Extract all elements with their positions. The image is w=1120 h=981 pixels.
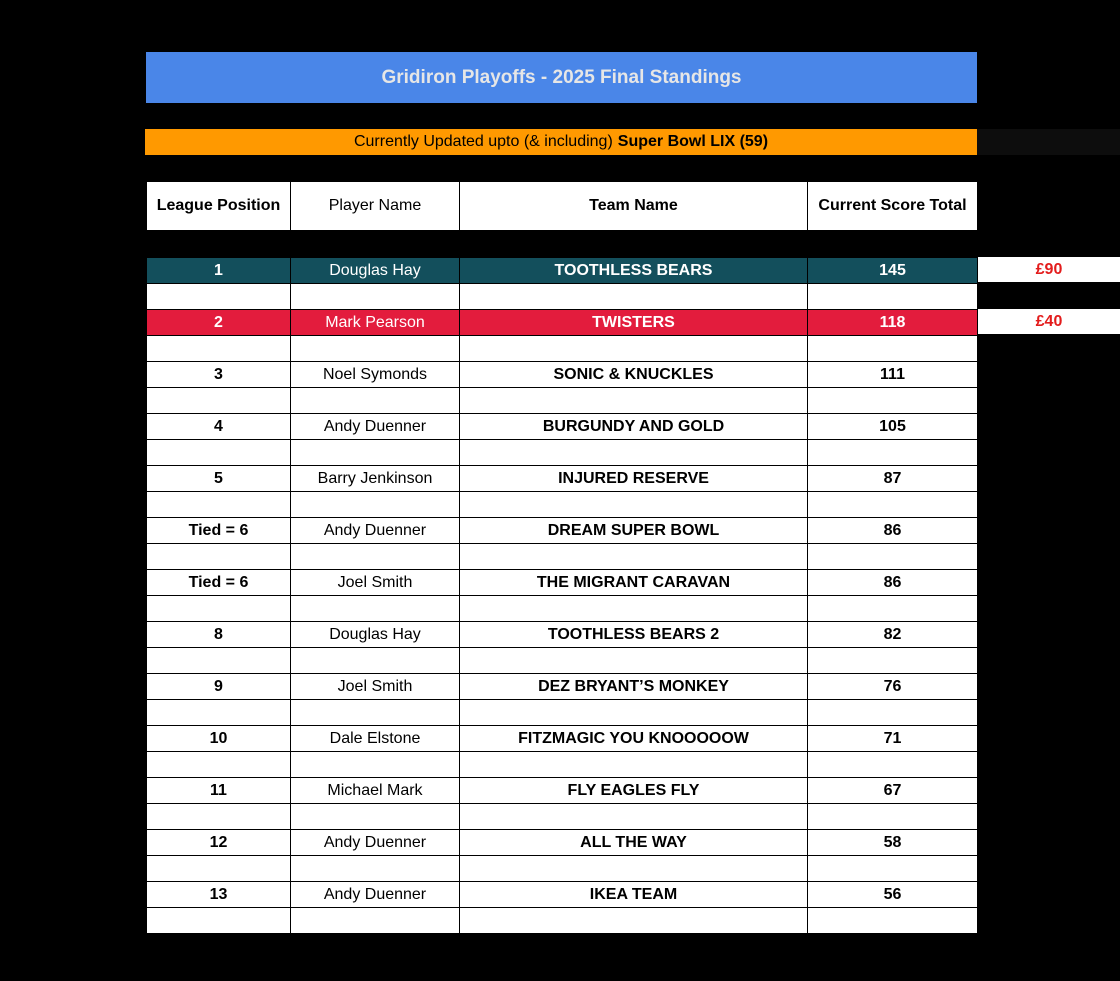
cell-score-total: 118 xyxy=(808,310,978,336)
spacer-cell xyxy=(460,284,808,310)
cell-player-name: Andy Duenner xyxy=(291,882,460,908)
cell-score-total: 145 xyxy=(808,258,978,284)
cell-score-total: 76 xyxy=(808,674,978,700)
spacer-cell xyxy=(291,544,460,570)
header-team-name: Team Name xyxy=(460,182,808,231)
spacer-cell xyxy=(291,700,460,726)
cell-player-name: Noel Symonds xyxy=(291,362,460,388)
cell-player-name: Douglas Hay xyxy=(291,622,460,648)
update-banner-tail xyxy=(977,129,1120,155)
cell-score-total: 105 xyxy=(808,414,978,440)
spacer-cell xyxy=(460,336,808,362)
cell-score-total: 86 xyxy=(808,570,978,596)
update-banner xyxy=(145,129,977,155)
cell-team-name: DREAM SUPER BOWL xyxy=(460,518,808,544)
table-row xyxy=(147,778,978,804)
cell-score-total: 111 xyxy=(808,362,978,388)
prize-second: £40 xyxy=(978,309,1120,334)
spacer-cell xyxy=(291,336,460,362)
spacer-cell xyxy=(808,752,978,778)
spacer-cell xyxy=(147,596,291,622)
cell-league-position: 3 xyxy=(147,362,291,388)
cell-player-name: Mark Pearson xyxy=(291,310,460,336)
cell-score-total: 86 xyxy=(808,518,978,544)
update-prefix: Currently Updated upto (& including) xyxy=(353,133,613,150)
cell-player-name: Barry Jenkinson xyxy=(291,466,460,492)
cell-score-total: 87 xyxy=(808,466,978,492)
spacer-cell xyxy=(291,284,460,310)
spacer-cell xyxy=(147,648,291,674)
spacer-row xyxy=(147,856,978,882)
cell-team-name: IKEA TEAM xyxy=(460,882,808,908)
table-row xyxy=(147,258,978,284)
table-row xyxy=(147,674,978,700)
spacer-cell xyxy=(291,492,460,518)
cell-player-name: Douglas Hay xyxy=(291,258,460,284)
spacer-cell xyxy=(460,752,808,778)
table-row xyxy=(147,310,978,336)
spacer-cell xyxy=(147,440,291,466)
spacer-cell xyxy=(291,804,460,830)
cell-league-position: 9 xyxy=(147,674,291,700)
cell-league-position: 11 xyxy=(147,778,291,804)
cell-team-name: THE MIGRANT CARAVAN xyxy=(460,570,808,596)
cell-player-name: Andy Duenner xyxy=(291,518,460,544)
cell-team-name: TWISTERS xyxy=(460,310,808,336)
update-event: Super Bowl LIX (59) xyxy=(617,133,769,150)
spacer-cell xyxy=(808,440,978,466)
table-row xyxy=(147,830,978,856)
spacer-row xyxy=(147,388,978,414)
spacer-row xyxy=(147,440,978,466)
cell-team-name: ALL THE WAY xyxy=(460,830,808,856)
spacer-cell xyxy=(460,492,808,518)
spacer-row xyxy=(147,336,978,362)
spacer-row xyxy=(147,284,978,310)
spacer-cell xyxy=(808,648,978,674)
spacer-cell xyxy=(808,908,978,934)
spacer-cell xyxy=(147,752,291,778)
spacer-cell xyxy=(460,648,808,674)
cell-team-name: INJURED RESERVE xyxy=(460,466,808,492)
spacer-cell xyxy=(460,388,808,414)
cell-team-name: TOOTHLESS BEARS xyxy=(460,258,808,284)
spacer-cell xyxy=(808,596,978,622)
cell-league-position: 10 xyxy=(147,726,291,752)
spacer-row xyxy=(147,804,978,830)
spacer-cell xyxy=(808,544,978,570)
spacer-row xyxy=(147,648,978,674)
cell-player-name: Dale Elstone xyxy=(291,726,460,752)
cell-score-total: 67 xyxy=(808,778,978,804)
spacer-cell xyxy=(147,284,291,310)
cell-score-total: 82 xyxy=(808,622,978,648)
spacer-cell xyxy=(460,700,808,726)
spacer-cell xyxy=(808,388,978,414)
spacer-cell xyxy=(291,752,460,778)
header-row xyxy=(147,182,978,231)
cell-league-position: 1 xyxy=(147,258,291,284)
spacer-cell xyxy=(147,336,291,362)
cell-score-total: 58 xyxy=(808,830,978,856)
cell-player-name: Joel Smith xyxy=(291,674,460,700)
spacer-row xyxy=(147,752,978,778)
cell-team-name: BURGUNDY AND GOLD xyxy=(460,414,808,440)
spacer-cell xyxy=(460,440,808,466)
cell-team-name: SONIC & KNUCKLES xyxy=(460,362,808,388)
spacer-cell xyxy=(808,804,978,830)
cell-team-name: TOOTHLESS BEARS 2 xyxy=(460,622,808,648)
table-row xyxy=(147,518,978,544)
spacer-row xyxy=(147,596,978,622)
spacer-cell xyxy=(460,856,808,882)
spacer-cell xyxy=(808,336,978,362)
spacer-cell xyxy=(147,856,291,882)
cell-score-total: 71 xyxy=(808,726,978,752)
standings-table xyxy=(146,257,978,934)
spacer-cell xyxy=(808,492,978,518)
header-score-total: Current Score Total xyxy=(808,182,978,231)
spacer-cell xyxy=(808,856,978,882)
cell-league-position: 12 xyxy=(147,830,291,856)
spacer-cell xyxy=(291,388,460,414)
cell-league-position: Tied = 6 xyxy=(147,518,291,544)
spacer-cell xyxy=(291,856,460,882)
cell-team-name: DEZ BRYANT’S MONKEY xyxy=(460,674,808,700)
cell-team-name: FLY EAGLES FLY xyxy=(460,778,808,804)
table-row xyxy=(147,466,978,492)
table-row xyxy=(147,882,978,908)
spacer-cell xyxy=(291,648,460,674)
header-league-position: League Position xyxy=(147,182,291,231)
table-row xyxy=(147,570,978,596)
table-row xyxy=(147,414,978,440)
cell-team-name: FITZMAGIC YOU KNOOOOOW xyxy=(460,726,808,752)
spacer-cell xyxy=(808,284,978,310)
spacer-cell xyxy=(460,544,808,570)
spacer-cell xyxy=(460,596,808,622)
page-title: Gridiron Playoffs - 2025 Final Standings xyxy=(146,52,977,103)
cell-player-name: Andy Duenner xyxy=(291,414,460,440)
spacer-cell xyxy=(460,908,808,934)
spacer-cell xyxy=(291,440,460,466)
spacer-cell xyxy=(147,492,291,518)
standings-header xyxy=(146,181,978,231)
cell-league-position: 5 xyxy=(147,466,291,492)
cell-player-name: Andy Duenner xyxy=(291,830,460,856)
cell-league-position: 13 xyxy=(147,882,291,908)
cell-player-name: Joel Smith xyxy=(291,570,460,596)
cell-league-position: Tied = 6 xyxy=(147,570,291,596)
spacer-cell xyxy=(147,544,291,570)
spacer-cell xyxy=(147,908,291,934)
spacer-cell xyxy=(147,388,291,414)
spacer-cell xyxy=(460,804,808,830)
spacer-row xyxy=(147,908,978,934)
table-row xyxy=(147,726,978,752)
spacer-row xyxy=(147,700,978,726)
cell-league-position: 2 xyxy=(147,310,291,336)
cell-league-position: 4 xyxy=(147,414,291,440)
spacer-cell xyxy=(291,908,460,934)
spacer-cell xyxy=(147,700,291,726)
cell-score-total: 56 xyxy=(808,882,978,908)
spacer-row xyxy=(147,492,978,518)
table-row xyxy=(147,622,978,648)
cell-league-position: 8 xyxy=(147,622,291,648)
spacer-cell xyxy=(147,804,291,830)
header-player-name: Player Name xyxy=(291,182,460,231)
spacer-cell xyxy=(291,596,460,622)
spacer-row xyxy=(147,544,978,570)
table-row xyxy=(147,362,978,388)
cell-player-name: Michael Mark xyxy=(291,778,460,804)
prize-first: £90 xyxy=(978,257,1120,282)
spacer-cell xyxy=(808,700,978,726)
